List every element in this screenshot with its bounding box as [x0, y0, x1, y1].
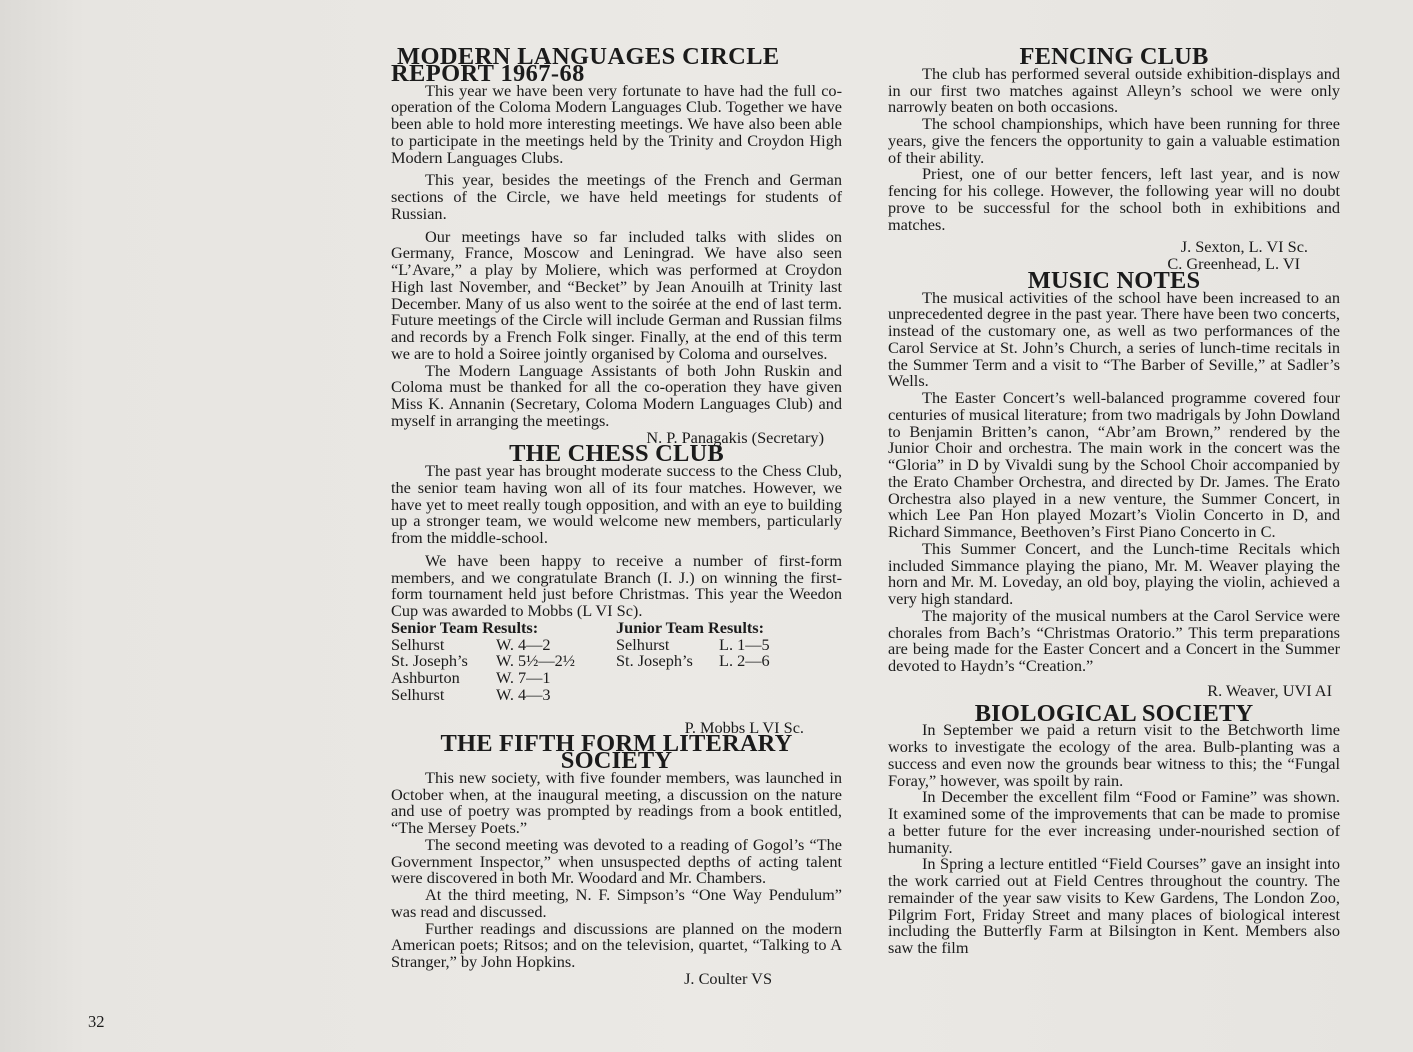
paragraph: The musical activities of the school have been increased to an unprecedented degree in the past year. There have been two concerts, instead of the customary one, as well as two performances of the Carol Service at St. John’s Church, a series of lunch-time recitals in the Summer Term and a visit to “The Barber of Seville,” at Sadler’s Wells.	[888, 287, 1340, 391]
senior-results-title: Senior Team Results:	[391, 617, 539, 637]
page-number: 32	[88, 1012, 105, 1031]
score: L. 1—5	[719, 634, 770, 654]
team: Ashburton	[391, 668, 460, 687]
fencing-title: FENCING CLUB	[1019, 43, 1209, 70]
score: W. 5½—2½	[496, 651, 575, 671]
chess-results	[391, 617, 842, 704]
score: W. 7—1	[496, 668, 551, 687]
paragraph: The Modern Language Assistants of both John Ruskin and Coloma must be thanked for all the co-operation they have given Miss K. Annanin (Secretary, Coloma Modern Languages Club) and myself in arranging the meetings.	[391, 360, 842, 430]
paragraph: The Easter Concert’s well-balanced programme covered four centuries of musical literature; from two madrigals by John Dowland to Benjamin Britten’s canon, “Abr’am Brown,” rendered by the Junior Choir and orchestra. The main work in the concert was the “Gloria” in D by Vivaldi sung by the School Choir accompanied by the Erato Chamber Orchestra, and directed by Dr. James. The Erato Orchestra also played in a new venture, the Summer Concert, in which Lee Pan Hon played Mozart’s Violin Concerto in D, and Richard Simmance, Beethoven’s First Piano Concerto in C.	[888, 388, 1340, 541]
fifth-form-title: THE FIFTH FORM LITERARY SOCIETY	[440, 730, 793, 774]
result-row	[391, 684, 616, 704]
paragraph: The majority of the musical numbers at the Carol Service were chorales from Bach’s “Christmas Oratorio.” This term preparations are being made for the Easter Concert and a Concert in the Summer devoted to Haydn’s “Creation.”	[888, 605, 1340, 675]
paragraph: The club has performed several outside exhibition-displays and in our first two matches against Alleyn’s school we were only narrowly beaten on both occasions.	[888, 63, 1340, 117]
paragraph: This new society, with five founder members, was launched in October when, at the inaugural meeting, a discussion on the nature and use of poetry was prompted by readings from a book entitled, “The Mersey Poets.”	[391, 767, 842, 837]
paragraph: At the third meeting, N. F. Simpson’s “One Way Pendulum” was read and discussed.	[391, 885, 842, 921]
signature: N. P. Panagakis (Secretary)	[646, 427, 824, 447]
team: St. Joseph’s	[616, 651, 693, 671]
right-column	[888, 43, 1340, 957]
paragraph: We have been happy to receive a number of first-form members, and we congratulate Branch (I. J.) on winning the first-form tournament held just before Christmas. This year the Weedon Cup was awarded to Mobbs (L VI Sc).	[391, 550, 842, 620]
chess-title: THE CHESS CLUB	[509, 440, 724, 468]
paragraph: This year, besides the meetings of the French and German sections of the Circle, we have held meetings for students of Russian.	[391, 170, 842, 223]
left-column	[391, 43, 842, 988]
paragraph: In December the excellent film “Food or Famine” was shown. It examined some of the improvements that can be made to promise a better future for the ever increasing under-nourished section of humanity.	[888, 787, 1340, 857]
paragraph: This Summer Concert, and the Lunch-time Recitals which included Simmance playing the piano, Mr. M. Weaver playing the horn and Mr. M. Loveday, an old boy, playing the violin, achieved a very high standard.	[888, 538, 1340, 608]
paragraph: In September we paid a return visit to the Betchworth lime works to investigate the ecology of the area. Bulb-planting was a success and even now the grounds bear witness to this; the “Fungal Foray,” however, was spoilt by rain.	[888, 720, 1340, 790]
junior-results	[616, 617, 842, 704]
biological-title: BIOLOGICAL SOCIETY	[974, 699, 1254, 727]
team: Selhurst	[616, 634, 670, 654]
junior-results-title: Junior Team Results:	[616, 617, 765, 637]
paragraph: Priest, one of our better fencers, left last year, and is now fencing for his college. However, the following year will no doubt prove to be successful for the school both in exhibitions and matches.	[888, 164, 1340, 234]
team: St. Joseph’s	[391, 651, 468, 671]
paragraph: Our meetings have so far included talks with slides on Germany, France, Moscow and Leningrad. We have also seen “L’Avare,” a play by Moliere, which was performed at Croydon High last November, and “Becket” by Jean Anouilh at Trinity last December. Many of us also went to the soirée at the end of last term. Future meetings of the Circle will include German and Russian films and records by a French Folk singer. Finally, at the end of this term we are to hold a Soiree jointly organised by Coloma and ourselves.	[391, 226, 842, 363]
score: W. 4—3	[496, 684, 551, 704]
paragraph: In Spring a lecture entitled “Field Courses” gave an insight into the work carried out at Field Centres throughout the country. The remainder of the year saw visits to Kew Gardens, The London Zoo, Pilgrim Fort, Friday Street and many places of biological interest including the Butterfly Farm at Bilsington in Kent. Members also saw the film	[888, 854, 1340, 957]
paragraph: The second meeting was devoted to a reading of Gogol’s “The Government Inspector,” when unsuspected depths of acting talent were discovered in both Mr. Woodard and Mr. Chambers.	[391, 834, 842, 888]
senior-results	[391, 617, 616, 704]
music-title: MUSIC NOTES	[1027, 266, 1201, 294]
result-row	[616, 653, 842, 670]
paragraph: Further readings and discussions are planned on the modern American poets; Ritsos; and on the television, quartet, “Talking to A Stranger,” by John Hopkins.	[391, 918, 842, 971]
paragraph: The school championships, which have been running for three years, give the fencers the opportunity to gain a valuable estimation of their ability.	[888, 114, 1340, 167]
modern-languages-title: MODERN LANGUAGES CIRCLE REPORT 1967-68	[391, 43, 780, 87]
signature: J. Sexton, L. VI Sc.	[1180, 237, 1308, 257]
paragraph: The past year has brought moderate success to the Chess Club, the senior team having won all of its four matches. However, we have yet to meet really tough opposition, and with an eye to building up a stronger team, we would welcome new members, particularly from the middle-school.	[391, 461, 842, 547]
team: Selhurst	[391, 634, 445, 654]
team: Selhurst	[391, 684, 445, 704]
signature: P. Mobbs L VI Sc.	[684, 717, 804, 737]
score: L. 2—6	[719, 651, 770, 671]
score: W. 4—2	[496, 634, 551, 654]
signature: R. Weaver, UVI AI	[1207, 680, 1332, 700]
signature: C. Greenhead, L. VI	[1167, 254, 1300, 273]
signature: J. Coulter VS	[684, 968, 772, 988]
paragraph: This year we have been very fortunate to have had the full co-operation of the Coloma Modern Languages Club. Together we have been able to hold more interesting meetings. We have also been able to participate in the meetings held by the Trinity and Croydon High Modern Languages Clubs.	[391, 80, 842, 167]
